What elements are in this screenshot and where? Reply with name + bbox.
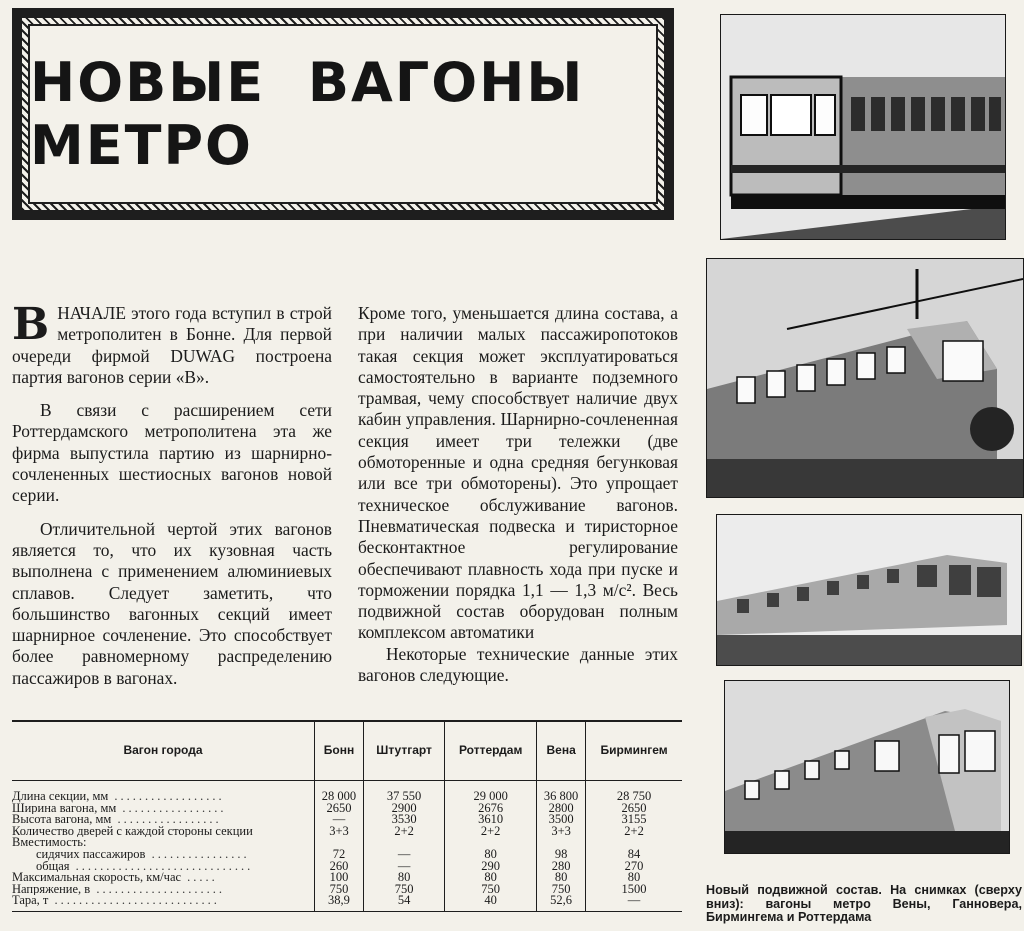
photo-birmingham-train <box>716 514 1022 666</box>
table-cell: — <box>315 814 364 826</box>
paragraph-4: Кроме того, уменьшается длина состава, а при наличии малых пассажиропотоков такая секция может эксплуатироваться самостоятельно в варианте подземного трамвая, чему способствует наличие двух кабин управления. Шарнирно-сочлененная секция имеет три тележки (две обмоторенные и одна средняя бегунковая или все три обмоторены). Это упрощает техническое обслуживание вагонов. Пневматическая подвеска и тиристорное бесконтактное регулирование обеспечивают плавность хода при пуске и торможении порядка 1,1 — 1,3 м/с². Весь подвижной состав оборудован полным комплексом автоматики <box>358 303 678 643</box>
leader-dots: .................. <box>108 789 225 803</box>
leader-dots: ................. <box>111 814 222 826</box>
table-cell: 80 <box>445 849 537 861</box>
table-cell: 2+2 <box>445 826 537 838</box>
leader-dots: ........................... <box>48 895 220 908</box>
leader-dots: ..... <box>181 872 218 884</box>
page-title: НОВЫЕ ВАГОНЫ МЕТРО <box>30 51 585 177</box>
table-cell: — <box>363 861 444 873</box>
photo-caption: Новый подвижной состав. На снимках (сверху вниз): вагоны метро Вены, Ганновера, Бирмингема и Роттердама <box>706 883 1022 924</box>
train-photo-illustration <box>725 681 1009 853</box>
table-cell: 3500 <box>537 814 586 826</box>
table-cell: 38,9 <box>315 895 364 911</box>
train-photo-illustration <box>717 515 1021 665</box>
header-cell: Вена <box>537 721 586 781</box>
row-label-cell <box>12 826 315 838</box>
article-column-2 <box>358 303 678 698</box>
table-row <box>12 803 682 815</box>
table-cell: 3+3 <box>315 826 364 838</box>
table-cell: 2650 <box>586 803 682 815</box>
header-cell: Штутгарт <box>363 721 444 781</box>
table-row <box>12 826 682 838</box>
row-label-cell <box>12 884 315 896</box>
table-cell: 80 <box>363 872 444 884</box>
specs-table <box>12 720 682 912</box>
photo-hannover-train <box>706 258 1024 498</box>
table-cell: 750 <box>445 884 537 896</box>
table-row <box>12 837 682 849</box>
specs-table-wrap <box>12 720 682 912</box>
table-cell: 2676 <box>445 803 537 815</box>
table-cell: 2+2 <box>363 826 444 838</box>
drop-cap: В <box>12 299 50 350</box>
table-cell: 29 000 <box>445 781 537 803</box>
table-cell: 28 750 <box>586 781 682 803</box>
row-label-cell <box>12 803 315 815</box>
table-cell: 36 800 <box>537 781 586 803</box>
table-cell: 3+3 <box>537 826 586 838</box>
table-cell: 80 <box>586 872 682 884</box>
leader-dots: ............................. <box>69 860 254 873</box>
leader-dots: ..................... <box>90 883 225 896</box>
table-cell: — <box>586 895 682 911</box>
paragraph-3: Отличительной чертой этих вагонов является то, что их кузовная часть выполнена с применением алюминиевых сплавов. Следует заметить, что большинство вагонных секций имеет шарнирное сочленение. Это способствует более равномерному распределению пассажиров в вагонах. <box>12 518 332 688</box>
table-cell: 3530 <box>363 814 444 826</box>
table-cell: 280 <box>537 861 586 873</box>
row-label: общая <box>36 860 70 873</box>
table-row <box>12 781 682 803</box>
table-cell: 2+2 <box>586 826 682 838</box>
table-cell: 750 <box>363 884 444 896</box>
table-cell: 80 <box>537 872 586 884</box>
header-cell: Бонн <box>315 721 364 781</box>
table-cell: 2900 <box>363 803 444 815</box>
table-cell: 3155 <box>586 814 682 826</box>
table-cell: 100 <box>315 872 364 884</box>
title-frame <box>12 8 674 220</box>
table-cell: 750 <box>315 884 364 896</box>
row-label: Максимальная скорость, км/час <box>12 872 182 884</box>
row-label-cell <box>12 814 315 826</box>
table-cell: 72 <box>315 849 364 861</box>
table-cell: 54 <box>363 895 444 911</box>
row-label-cell <box>12 861 315 873</box>
row-label: Вместимость: <box>12 837 87 849</box>
table-cell: 98 <box>537 849 586 861</box>
paragraph-1-text: НАЧАЛЕ этого года вступил в строй метрополитен в Бонне. Для первой очереди фирмой DUWAG построена партия вагонов серии «В». <box>12 303 332 387</box>
table-cell: 290 <box>445 861 537 873</box>
table-cell: 260 <box>315 861 364 873</box>
table-cell: 37 550 <box>363 781 444 803</box>
paragraph-5: Некоторые технические данные этих вагонов следующие. <box>358 643 678 686</box>
row-label: Высота вагона, мм <box>12 814 112 826</box>
table-cell: 270 <box>586 861 682 873</box>
row-label: Тара, т <box>12 895 49 908</box>
title-inner <box>28 24 658 204</box>
table-cell: 84 <box>586 849 682 861</box>
train-photo-illustration <box>721 15 1005 239</box>
table-cell: 2800 <box>537 803 586 815</box>
row-label: сидячих пассажиров <box>36 848 146 861</box>
table-cell: 2650 <box>315 803 364 815</box>
row-label: Длина секции, мм <box>12 789 109 803</box>
table-cell: 40 <box>445 895 537 911</box>
photo-vienna-train <box>720 14 1006 240</box>
photo-rotterdam-train <box>724 680 1010 854</box>
table-cell: 80 <box>445 872 537 884</box>
leader-dots: ................. <box>116 802 227 815</box>
article-column-1 <box>12 299 332 701</box>
table-cell: 3610 <box>445 814 537 826</box>
table-cell: — <box>363 849 444 861</box>
row-label-cell <box>12 837 315 849</box>
row-label: Ширина вагона, мм <box>12 802 117 815</box>
row-label-cell <box>12 849 315 861</box>
table-header-row <box>12 721 682 781</box>
header-cell: Роттердам <box>445 721 537 781</box>
leader-dots: ................ <box>145 848 250 861</box>
table-cell: 52,6 <box>537 895 586 911</box>
train-photo-illustration <box>707 259 1023 497</box>
row-label-cell <box>12 895 315 911</box>
paragraph-1 <box>12 299 332 388</box>
row-label-cell <box>12 872 315 884</box>
header-cell: Вагон города <box>12 721 315 781</box>
paragraph-2: В связи с расширением сети Роттердамского метрополитена эта же фирма выпустила партию из шарнирно-сочлененных шестиосных вагонов новой серии. <box>12 400 332 506</box>
header-cell: Бирмингем <box>586 721 682 781</box>
row-label: Количество дверей с каждой стороны секции <box>12 825 253 838</box>
table-cell: 1500 <box>586 884 682 896</box>
table-row <box>12 895 682 911</box>
row-label-cell <box>12 781 315 803</box>
row-label: Напряжение, в <box>12 883 91 896</box>
table-cell: 28 000 <box>315 781 364 803</box>
table-cell: 750 <box>537 884 586 896</box>
